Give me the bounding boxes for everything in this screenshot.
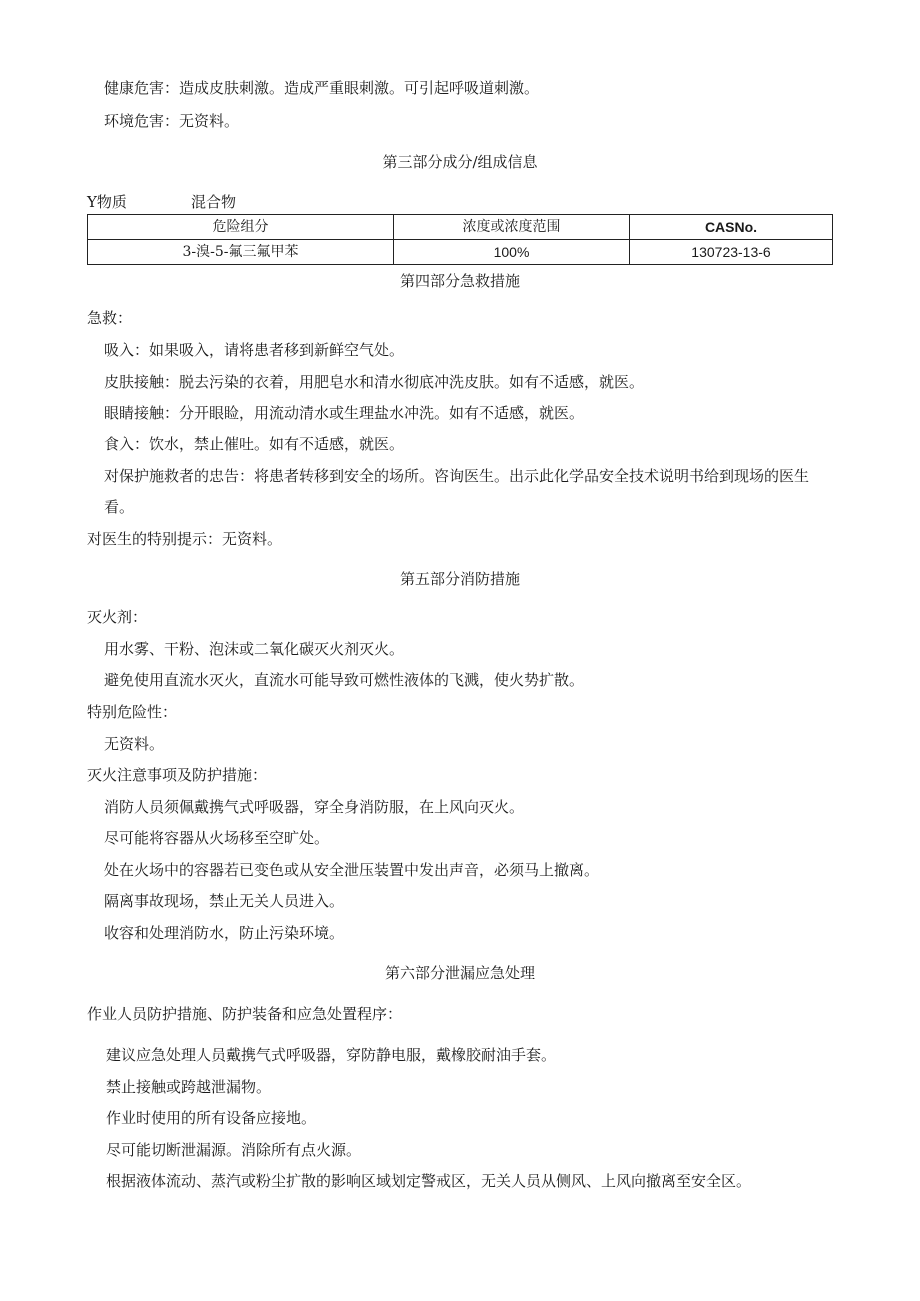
list-item: 隔离事故现场，禁止无关人员进入。 — [104, 892, 345, 910]
table-row — [88, 240, 833, 265]
list-item: 建议应急处理人员戴携气式呼吸器，穿防静电服，戴橡胶耐油手套。 — [106, 1046, 557, 1064]
list-item: 消防人员须佩戴携气式呼吸器，穿全身消防服，在上风向灭火。 — [104, 798, 525, 816]
section3-title: 第三部分成分/组成信息 — [382, 153, 538, 171]
substance-label: Y物质 — [87, 193, 127, 211]
list-item: 尽可能切断泄漏源。消除所有点火源。 — [106, 1141, 362, 1159]
cell-concentration: 100% — [394, 240, 630, 265]
rescuer-advice-line2: 看。 — [104, 498, 135, 516]
list-item: 尽可能将容器从火场移至空旷处。 — [104, 829, 330, 847]
composition-table — [87, 214, 833, 265]
cell-cas-no: 130723-13-6 — [630, 240, 833, 265]
header-concentration: 浓度或浓度范围 — [394, 215, 630, 240]
header-component: 危险组分 — [88, 215, 394, 240]
doctor-note-text: 对医生的特别提示：无资料。 — [87, 530, 283, 548]
list-item: 收容和处理消防水，防止污染环境。 — [104, 924, 345, 942]
ingestion-text: 食入：饮水，禁止催吐。如有不适感，就医。 — [104, 435, 405, 453]
inhale-text: 吸入：如果吸入，请将患者移到新鲜空气处。 — [104, 341, 405, 359]
list-item: 根据液体流动、蒸汽或粉尘扩散的影响区域划定警戒区，无关人员从侧风、上风向撤离至安全区。 — [106, 1172, 752, 1190]
special-hazard-label: 特别危险性： — [87, 703, 178, 721]
table-header-row — [88, 215, 833, 240]
emergency-procedure-label: 作业人员防护措施、防护装备和应急处置程序： — [87, 1005, 403, 1023]
cell-component: 3-溴-5-氟三氟甲苯 — [88, 240, 394, 265]
extinguishing-agent-2: 避免使用直流水灭火，直流水可能导致可燃性液体的飞溅，使火势扩散。 — [104, 671, 585, 689]
environment-hazard-text: 环境危害：无资料。 — [104, 112, 240, 130]
special-hazard-1: 无资料。 — [104, 735, 165, 753]
section5-title: 第五部分消防措施 — [399, 570, 520, 588]
header-cas-no: CASNo. — [630, 215, 833, 240]
health-hazard-text: 健康危害：造成皮肤刺激。造成严重眼刺激。可引起呼吸道刺激。 — [104, 79, 540, 97]
rescuer-advice-line1: 对保护施救者的忠告：将患者转移到安全的场所。咨询医生。出示此化学品安全技术说明书给到现场的医生 — [104, 467, 810, 485]
firefighting-precaution-label: 灭火注意事项及防护措施： — [87, 766, 268, 784]
extinguishing-agent-1: 用水雾、干粉、泡沫或二氧化碳灭火剂灭火。 — [104, 640, 405, 658]
first-aid-label: 急救： — [87, 309, 133, 327]
list-item: 禁止接触或跨越泄漏物。 — [106, 1078, 272, 1096]
section6-title: 第六部分泄漏应急处理 — [384, 964, 535, 982]
list-item: 处在火场中的容器若已变色或从安全泄压装置中发出声音，必须马上撤离。 — [104, 861, 600, 879]
extinguishing-agent-label: 灭火剂： — [87, 608, 148, 626]
section4-title: 第四部分急救措施 — [399, 272, 520, 290]
substance-value: 混合物 — [191, 193, 237, 211]
skin-contact-text: 皮肤接触：脱去污染的衣着，用肥皂水和清水彻底冲洗皮肤。如有不适感，就医。 — [104, 373, 645, 391]
list-item: 作业时使用的所有设备应接地。 — [106, 1109, 317, 1127]
eye-contact-text: 眼睛接触：分开眼睑，用流动清水或生理盐水冲洗。如有不适感，就医。 — [104, 404, 585, 422]
